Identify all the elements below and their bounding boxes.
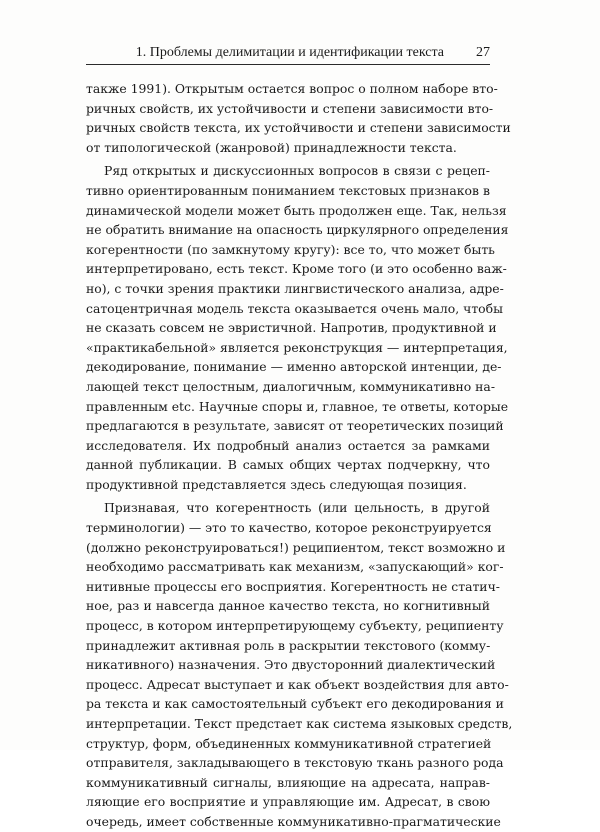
text-line: отправителя, закладывающего в текстовую ткань разного рода xyxy=(86,755,504,771)
running-header xyxy=(86,42,490,65)
text-line: лающей текст целостным, диалогичным, коммуникативно на- xyxy=(86,378,495,394)
text-line: коммуникативный сигналы, влияющие на адресата, направ- xyxy=(86,774,490,790)
text-line: ляющие его восприятие и управляющие им. Адресат, в свою xyxy=(86,794,490,810)
text-line: данной публикации. В самых общих чертах подчеркну, что xyxy=(86,457,490,473)
text-line: ра текста и как самостоятельный субъект его декодирования и xyxy=(86,696,504,712)
text-line: никативного) назначения. Это двусторонний диалектический xyxy=(86,657,496,673)
text-line: структур, форм, объединенных коммуникативной стратегией xyxy=(86,735,492,751)
text-line: Признавая, что когерентность (или цельность, в другой xyxy=(104,500,490,516)
text-line: ричных свойств текста, их устойчивости и степени зависимости xyxy=(86,120,511,136)
page-number: 27 xyxy=(476,45,490,60)
text-line: ное, раз и навсегда данное качество текста, но когнитивный xyxy=(86,598,490,614)
paragraph xyxy=(86,79,511,157)
body-text xyxy=(86,79,513,832)
text-line: сатоцентричная модель текста оказывается очень мало, чтобы xyxy=(86,300,503,316)
text-line: интерпретировано, есть текст. Кроме того (и это особенно важ- xyxy=(86,261,507,277)
paragraph xyxy=(86,161,509,494)
text-line: терминологии) — это то качество, которое реконструируется xyxy=(86,520,492,536)
paragraph xyxy=(86,498,513,831)
text-line: продуктивной представляется здесь следующая позиция. xyxy=(86,476,467,492)
text-line: очередь, имеет собственные коммуникативно-прагматические xyxy=(86,813,501,829)
text-line: ричных свойств, их устойчивости и степени зависимости вто- xyxy=(86,100,494,116)
text-line: когерентности (по замкнутому кругу): все то, что может быть xyxy=(86,241,495,257)
text-line: «практикабельной» является реконструкция — интерпретация, xyxy=(86,339,508,355)
text-line: нитивные процессы его восприятия. Когерентность не статич- xyxy=(86,578,500,594)
text-line: исследователя. Их подробный анализ остается за рамками xyxy=(86,437,490,453)
text-line: необходимо рассматривать как механизм, «запускающий» ког- xyxy=(86,559,504,575)
text-line: декодирование, понимание — именно авторской интенции, де- xyxy=(86,359,502,375)
text-line: также 1991). Открытым остается вопрос о полном наборе вто- xyxy=(86,81,498,96)
text-line: (должно реконструироваться!) реципиентом, текст возможно и xyxy=(86,539,506,555)
text-line: предлагаются в результате, зависят от теоретических позиций xyxy=(86,418,504,434)
text-line: Ряд открытых и дискуссионных вопросов в связи с рецеп- xyxy=(104,163,490,179)
text-line: от типологической (жанровой) принадлежности текста. xyxy=(86,139,457,155)
text-line: но), с точки зрения практики лингвистического анализа, адре- xyxy=(86,280,504,296)
text-line: правленным etc. Научные споры и, главное, те ответы, которые xyxy=(86,398,509,414)
text-line: интерпретации. Текст предстает как система языковых средств, xyxy=(86,716,513,731)
running-title: 1. Проблемы делимитации и идентификации текста xyxy=(135,45,444,60)
text-line: тивно ориентированным пониманием текстовых признаков в xyxy=(86,182,490,198)
text-line: не сказать совсем не эвристичной. Напротив, продуктивной и xyxy=(86,320,497,336)
text-line: процесс, в котором интерпретирующему субъекту, реципиенту xyxy=(86,618,504,634)
text-line: не обратить внимание на опасность циркулярного определения xyxy=(86,222,509,238)
text-line: динамической модели может быть продолжен еще. Так, нельзя xyxy=(86,202,507,218)
text-line: принадлежит активная роль в раскрытии текстового (комму- xyxy=(86,637,491,653)
text-line: процесс. Адресат выступает и как объект воздействия для авто- xyxy=(86,676,509,692)
